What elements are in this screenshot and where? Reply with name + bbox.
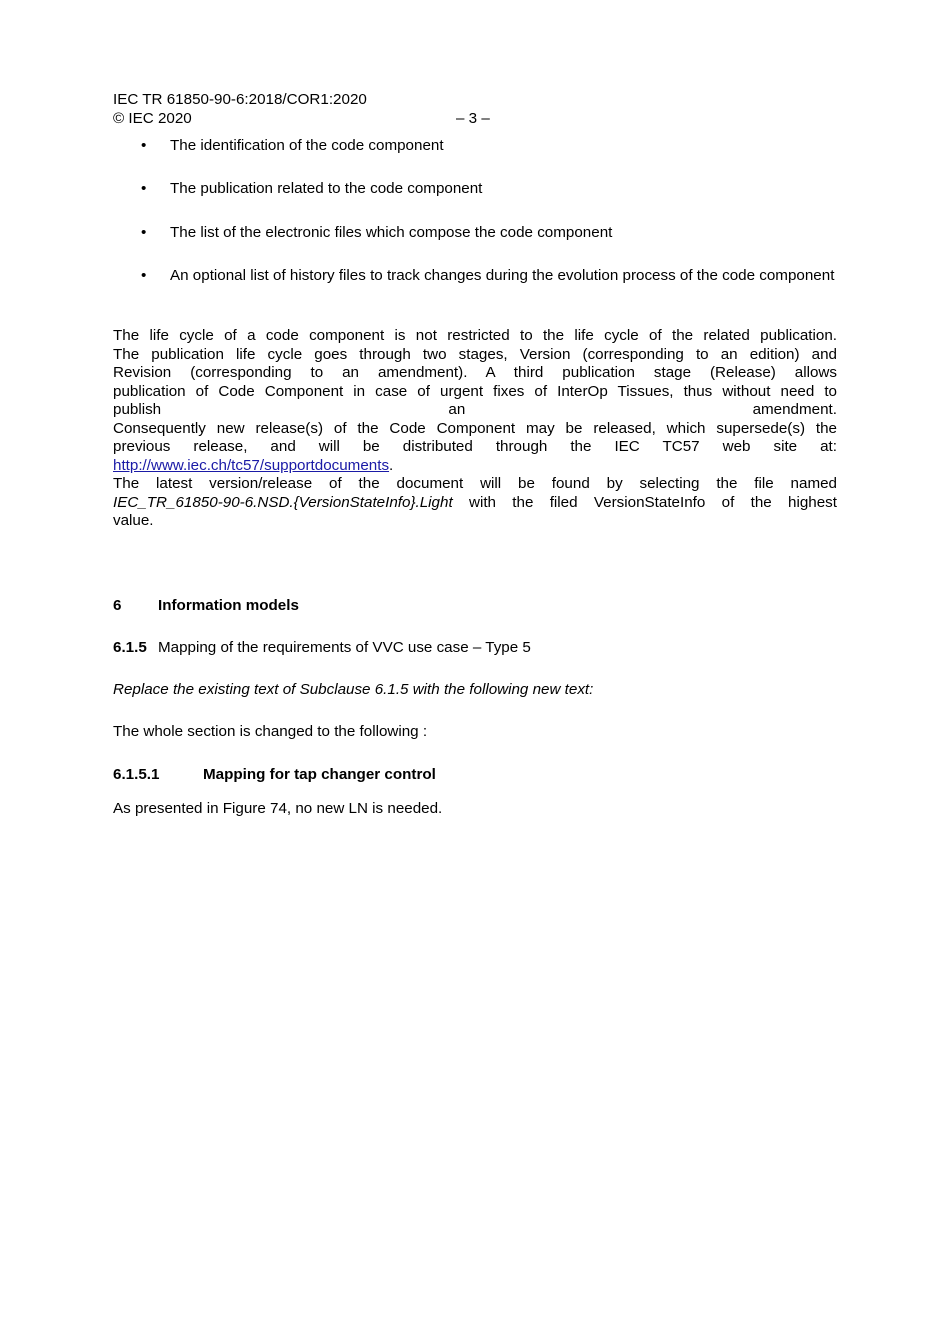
header-page-number: – 3 – — [456, 110, 490, 127]
life-cycle-paragraph — [113, 327, 837, 531]
section-heading — [113, 596, 299, 615]
paragraph-line: previous release, and will be distributed through the IEC TC57 web site at: — [113, 438, 837, 455]
section-title: Information models — [158, 597, 299, 614]
file-name: IEC_TR_61850-90-6.NSD.{VersionStateInfo}.Light — [113, 493, 453, 511]
paragraph-line: Consequently new release(s) of the Code Component may be released, which supersede(s) the — [113, 419, 837, 437]
paragraph-line: value. — [113, 512, 154, 529]
subsection-title: Mapping of the requirements of VVC use case – Type 5 — [158, 639, 531, 656]
bullet-text: An optional list of history files to track changes during the evolution process of the code component — [170, 267, 835, 284]
header-copyright: © IEC 2020 — [113, 110, 192, 127]
subclause-number: 6.1.5.1 — [113, 766, 160, 783]
subsection-heading — [113, 638, 531, 657]
list-item — [113, 137, 837, 156]
editorial-instruction: Replace the existing text of Subclause 6.1.5 with the following new text: — [113, 681, 594, 698]
bullet-text: The list of the electronic files which compose the code component — [170, 224, 613, 241]
body-text: As presented in Figure 74, no new LN is needed. — [113, 800, 443, 817]
bullet-icon: • — [141, 267, 147, 284]
header-doc-id: IEC TR 61850-90-6:2018/COR1:2020 — [113, 91, 367, 108]
list-item — [113, 224, 837, 243]
subsection-number: 6.1.5 — [113, 639, 147, 656]
file-name-suffix: with the filed VersionStateInfo of the highest — [452, 493, 837, 511]
paragraph-line: The life cycle of a code component is not restricted to the life cycle of the related publication. — [113, 327, 837, 344]
link-suffix: . — [389, 456, 394, 474]
support-documents-link[interactable]: http://www.iec.ch/tc57/supportdocuments — [113, 456, 390, 474]
subclause-title: Mapping for tap changer control — [203, 766, 436, 783]
paragraph-line: publish an amendment. — [113, 401, 837, 418]
bullet-icon: • — [141, 137, 147, 154]
paragraph-line — [113, 494, 837, 513]
list-item — [113, 267, 837, 286]
body-text: The whole section is changed to the following : — [113, 723, 428, 740]
subclause-heading — [113, 765, 436, 784]
link-line — [113, 457, 837, 476]
bullet-text: The identification of the code component — [170, 137, 444, 154]
list-item — [113, 180, 837, 199]
paragraph-line: The latest version/release of the document will be found by selecting the file named — [113, 475, 837, 492]
bullet-icon: • — [141, 224, 147, 241]
paragraph-line: publication of Code Component in case of urgent fixes of InterOp Tissues, thus without need to — [113, 382, 837, 400]
paragraph-line: Revision (corresponding to an amendment). A third publication stage (Release) allows — [113, 364, 837, 381]
section-number: 6 — [113, 597, 122, 614]
paragraph-line: The publication life cycle goes through two stages, Version (corresponding to an edition) and — [113, 345, 837, 363]
bullet-icon: • — [141, 180, 147, 197]
bullet-text: The publication related to the code component — [170, 180, 483, 197]
